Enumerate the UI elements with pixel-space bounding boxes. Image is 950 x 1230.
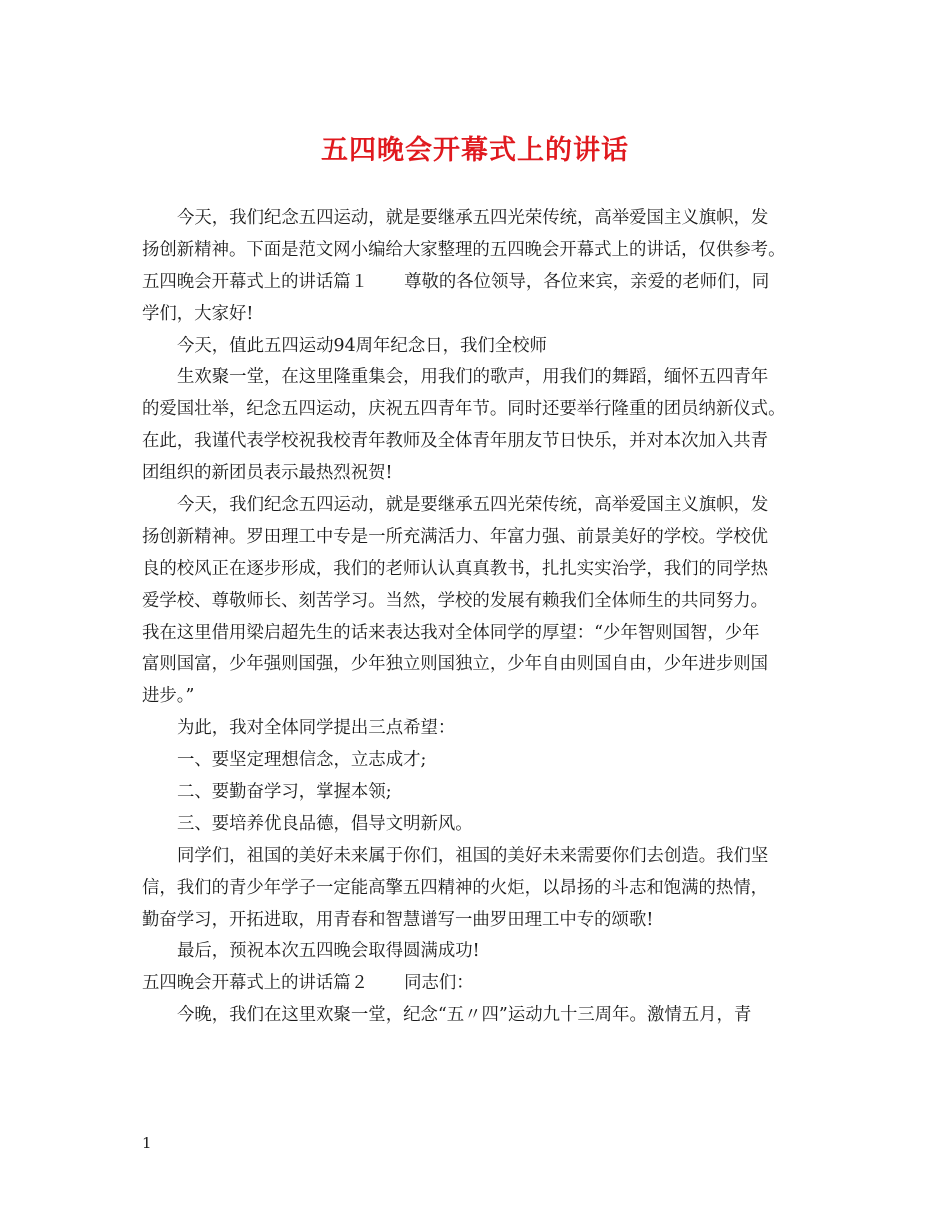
list-item: 三、要培养优良品德，倡导文明新风。 [177,813,473,834]
paragraph-line: 今天，我们纪念五四运动，就是要继承五四光荣传统，高举爱国主义旗帜，发 [177,208,769,228]
paragraph-line: 富则国富，少年强则国强，少年独立则国独立，少年自由则国自由，少年进步则国 [142,654,769,675]
paragraph-line: 今天，我们纪念五四运动，就是要继承五四光荣传统，高举爱国主义旗帜，发 [177,495,769,516]
paragraph-line: 信，我们的青少年学子一定能高擎五四精神的火炬，以昂扬的斗志和饱满的热情， [142,877,769,898]
paragraph-line: 今晚，我们在这里欢聚一堂，纪念“五〃四”运动九十三周年。激情五月，青 [177,1005,752,1026]
document-body [142,203,812,1032]
paragraph-line: 进步。” [142,686,195,707]
paragraph-line: 爱学校、尊敬师长、刻苦学习。当然，学校的发展有赖我们全体师生的共同努力。 [142,590,769,611]
paragraph-line: 我在这里借用梁启超先生的话来表达我对全体同学的厚望：“少年智则国智，少年 [142,622,760,643]
section-heading: 五四晚会开幕式上的讲话篇１ [142,271,369,292]
paragraph-line: 生欢聚一堂，在这里隆重集会，用我们的歌声，用我们的舞蹈，缅怀五四青年 [177,367,769,388]
salutation: 同志们： [404,973,474,994]
paragraph-line: 的爱国壮举，纪念五四运动，庆祝五四青年节。同时还要举行隆重的团员纳新仪式。 [142,399,786,420]
paragraph-line: 扬创新精神。罗田理工中专是一所充满活力、年富力强、前景美好的学校。学校优 [142,526,769,547]
paragraph-line: 学们，大家好! [142,303,254,324]
paragraph-line [142,968,812,1000]
paragraph-line [142,267,812,299]
salutation: 尊敬的各位领导，各位来宾，亲爱的老师们，同 [404,271,770,292]
paragraph-line: 在此，我谨代表学校祝我校青年教师及全体青年朋友节日快乐，并对本次加入共青 [142,431,769,452]
paragraph-line: 为此，我对全体同学提出三点希望： [177,718,456,739]
list-item: 二、要勤奋学习，掌握本领; [177,782,392,803]
paragraph-line: 良的校风正在逐步形成，我们的老师认认真真教书，扎扎实实治学，我们的同学热 [142,558,769,579]
list-item: 一、要坚定理想信念，立志成才; [177,750,427,771]
paragraph-line: 扬创新精神。下面是范文网小编给大家整理的五四晚会开幕式上的讲话，仅供参考。 [142,239,786,260]
paragraph-line: 今天，值此五四运动94周年纪念日，我们全校师 [177,335,547,356]
paragraph-line: 最后，预祝本次五四晚会取得圆满成功! [177,941,480,962]
paragraph-line: 同学们，祖国的美好未来属于你们，祖国的美好未来需要你们去创造。我们坚 [177,845,769,866]
paragraph-line: 团组织的新团员表示最热烈祝贺! [142,463,393,484]
section-heading: 五四晚会开幕式上的讲话篇２ [142,973,369,994]
document-title: 五四晚会开幕式上的讲话 [321,135,629,166]
page-number: 1 [142,1134,152,1152]
paragraph-line: 勤奋学习，开拓进取，用青春和智慧谱写一曲罗田理工中专的颂歌! [142,909,654,930]
